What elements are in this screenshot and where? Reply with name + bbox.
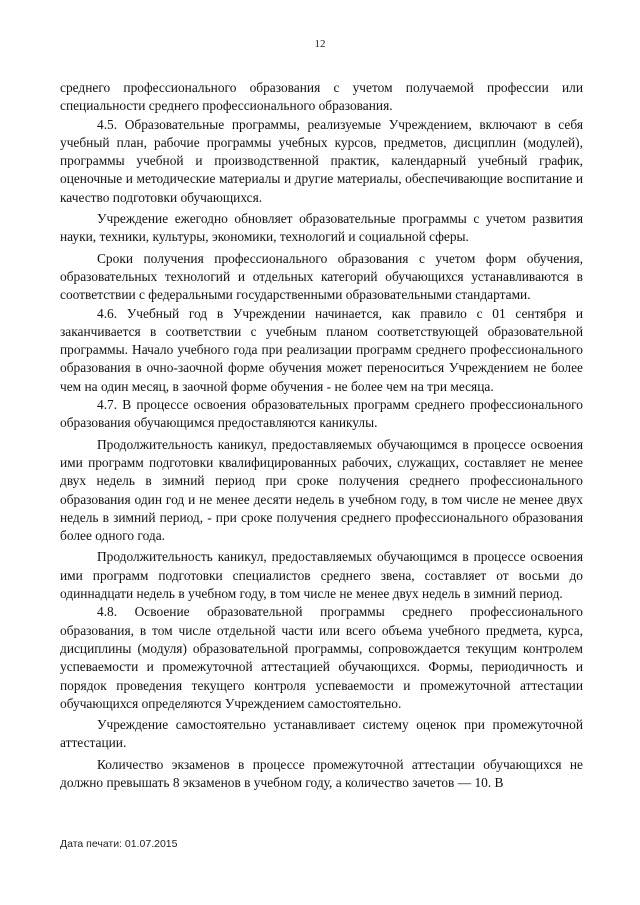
paragraph-4-6: 4.6. Учебный год в Учреждении начинается, как правило с 01 сентября и заканчивается в соответствии с учебным планом соответствующей образовательной программы. Начало учебного года при реализации программ среднего профессионального образования в очно-заочной форме обучения может переноситься Учреждением не более чем на один месяц, в заочной форме обучения - не более чем на три месяца. xyxy=(60,305,583,394)
paragraph-grading-system: Учреждение самостоятельно устанавливает систему оценок при промежуточной аттестации. xyxy=(60,717,583,751)
paragraph-vacation-workers: Продолжительность каникул, предоставляемых обучающимся в процессе освоения ими программ подготовки квалифицированных рабочих, служащих, составляет не менее двух недель в зимний период при сроке получения среднего профессионального образования один год и не менее десяти недель в учебном году, в том числе не менее двух недель в зимний период, - при сроке получения среднего профессионального образования более одного года. xyxy=(60,436,583,544)
paragraph-4-5: 4.5. Образовательные программы, реализуемые Учреждением, включают в себя учебный план, рабочие программы учебных курсов, предметов, дисциплин (модулей), программы учебной и производственной практик, календарный учебный график, оценочные и методические материалы и другие материалы, обеспечивающие воспитание и качество подготовки обучающихся. xyxy=(60,116,583,205)
paragraph-program-update: Учреждение ежегодно обновляет образовательные программы с учетом развития науки, техники, культуры, экономики, технологий и социальной сферы. xyxy=(60,211,583,245)
paragraph-4-7: 4.7. В процессе освоения образовательных программ среднего профессионального образования обучающимся предоставляются каникулы. xyxy=(60,397,583,431)
paragraph-education-terms: Сроки получения профессионального образования с учетом форм обучения, образовательных технологий и отдельных категорий обучающихся устанавливаются в соответствии с федеральными государственными образовательными стандартами. xyxy=(60,250,583,303)
print-date: Дата печати: 01.07.2015 xyxy=(60,838,178,850)
body-text xyxy=(60,79,583,792)
paragraph-4-8: 4.8. Освоение образовательной программы среднего профессионального образования, в том числе отдельной части или всего объема учебного предмета, курса, дисциплины (модуля) образовательной программы, сопровождается текущим контролем успеваемости и промежуточной аттестацией обучающихся. Формы, периодичность и порядок проведения текущего контроля успеваемости и промежуточной аттестации обучающихся определяются Учреждением самостоятельно. xyxy=(60,604,583,711)
page-number: 12 xyxy=(314,38,326,50)
paragraph-vacation-specialists: Продолжительность каникул, предоставляемых обучающимся в процессе освоения ими программ подготовки специалистов среднего звена, составляет от восьми до одиннадцати недель в учебном году, в том числе не менее двух недель в зимний период. xyxy=(60,549,583,602)
paragraph-continuation: среднего профессионального образования с учетом получаемой профессии или специальности среднего профессионального образования. xyxy=(60,80,583,114)
paragraph-exam-count: Количество экзаменов в процессе промежуточной аттестации обучающихся не должно превышать 8 экзаменов в учебном году, а количество зачетов — 10. В xyxy=(60,756,583,790)
